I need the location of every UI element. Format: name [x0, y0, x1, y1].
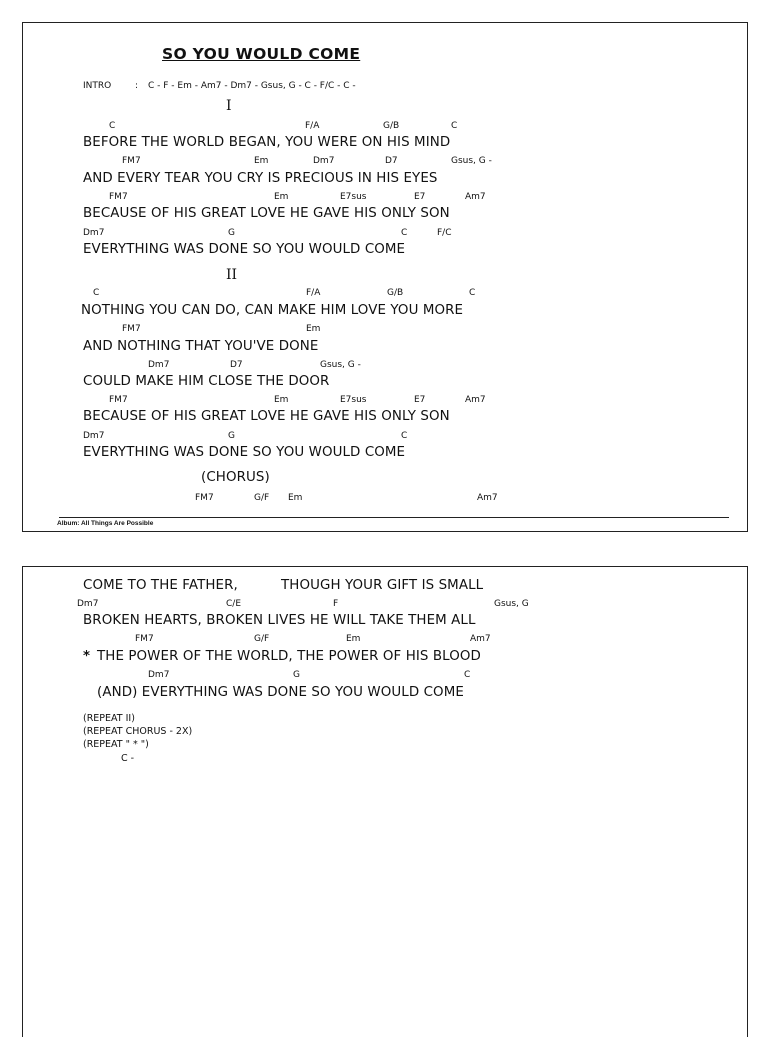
chord: F/C — [437, 228, 452, 238]
chord: C — [109, 121, 116, 131]
album-footer: Album: All Things Are Possible — [57, 520, 154, 527]
chord: G — [228, 431, 235, 441]
chord: F/A — [306, 288, 321, 298]
chord: F — [333, 599, 339, 609]
chord: Gsus, G - — [451, 156, 492, 166]
sheet-page-2 — [22, 566, 748, 1037]
chord: Em — [306, 324, 321, 334]
chord: Dm7 — [77, 599, 99, 609]
chord: Am7 — [465, 192, 486, 202]
lyric-line: BROKEN HEARTS, BROKEN LIVES HE WILL TAKE THEM ALL — [83, 613, 476, 628]
chord: Em — [346, 634, 361, 644]
chord: C — [464, 670, 471, 680]
chord: E7sus — [340, 395, 367, 405]
chord: G — [293, 670, 300, 680]
lyric-line: COME TO THE FATHER, — [83, 578, 238, 593]
verse-2-label: II — [226, 267, 238, 283]
chord: Em — [254, 156, 269, 166]
chord: Am7 — [465, 395, 486, 405]
lyric-line: BECAUSE OF HIS GREAT LOVE HE GAVE HIS ONLY SON — [83, 206, 450, 221]
lyric-line: AND EVERY TEAR YOU CRY IS PRECIOUS IN HIS EYES — [83, 171, 438, 186]
chord: C — [93, 288, 100, 298]
chord: Am7 — [477, 493, 498, 503]
lyric-line: NOTHING YOU CAN DO, CAN MAKE HIM LOVE YOU MORE — [81, 303, 464, 318]
song-title: SO YOU WOULD COME — [162, 45, 361, 63]
chord: C/E — [226, 599, 242, 609]
end-chord: C - — [121, 753, 135, 764]
chord: Gsus, G — [494, 599, 529, 609]
chord: Em — [274, 395, 289, 405]
lyric-line: EVERYTHING WAS DONE SO YOU WOULD COME — [83, 242, 406, 257]
lyric-line: THOUGH YOUR GIFT IS SMALL — [281, 578, 484, 593]
chord: C — [401, 228, 408, 238]
chord: D7 — [385, 156, 398, 166]
lyric-line: COULD MAKE HIM CLOSE THE DOOR — [83, 374, 330, 389]
lyric-line: (AND) EVERYTHING WAS DONE SO YOU WOULD COME — [97, 685, 464, 700]
chord: G/F — [254, 493, 270, 503]
chord: G/B — [387, 288, 404, 298]
chord: C — [401, 431, 408, 441]
chord: Dm7 — [83, 431, 105, 441]
lyric-line: BECAUSE OF HIS GREAT LOVE HE GAVE HIS ONLY SON — [83, 409, 450, 424]
chord: Dm7 — [313, 156, 335, 166]
chord: FM7 — [195, 493, 214, 503]
chord: F/A — [305, 121, 320, 131]
lyric-line: AND NOTHING THAT YOU'VE DONE — [83, 339, 319, 354]
chord: FM7 — [109, 395, 128, 405]
lyric-line: BEFORE THE WORLD BEGAN, YOU WERE ON HIS MIND — [83, 135, 451, 150]
verse-1-label: I — [226, 98, 232, 114]
footer-divider — [59, 517, 729, 518]
chord: Dm7 — [148, 360, 170, 370]
chord: FM7 — [122, 324, 141, 334]
chord: G/B — [383, 121, 400, 131]
chord: E7 — [414, 192, 426, 202]
chord: Em — [288, 493, 303, 503]
lyric-line: EVERYTHING WAS DONE SO YOU WOULD COME — [83, 445, 406, 460]
chord: Gsus, G - — [320, 360, 361, 370]
intro-chords: C - F - Em - Am7 - Dm7 - Gsus, G - C - F/C - C - — [148, 81, 356, 91]
chord: FM7 — [122, 156, 141, 166]
chord: FM7 — [135, 634, 154, 644]
chord: D7 — [230, 360, 243, 370]
intro-label: INTRO — [83, 81, 112, 91]
chord: C — [469, 288, 476, 298]
chord: E7 — [414, 395, 426, 405]
chord: Em — [274, 192, 289, 202]
chord: Dm7 — [148, 670, 170, 680]
repeat-note: (REPEAT II) — [83, 713, 135, 724]
repeat-note: (REPEAT " * ") — [83, 739, 149, 750]
chord: FM7 — [109, 192, 128, 202]
chord: G — [228, 228, 235, 238]
chord: Dm7 — [83, 228, 105, 238]
repeat-note: (REPEAT CHORUS - 2X) — [83, 726, 193, 737]
intro-separator: : — [135, 81, 139, 91]
chord: Am7 — [470, 634, 491, 644]
chord: C — [451, 121, 458, 131]
lyric-line: THE POWER OF THE WORLD, THE POWER OF HIS BLOOD — [97, 649, 481, 664]
chord: E7sus — [340, 192, 367, 202]
sheet-page-1 — [22, 22, 748, 532]
chord: G/F — [254, 634, 270, 644]
asterisk-marker: * — [83, 649, 91, 664]
chorus-label: (CHORUS) — [201, 470, 270, 485]
